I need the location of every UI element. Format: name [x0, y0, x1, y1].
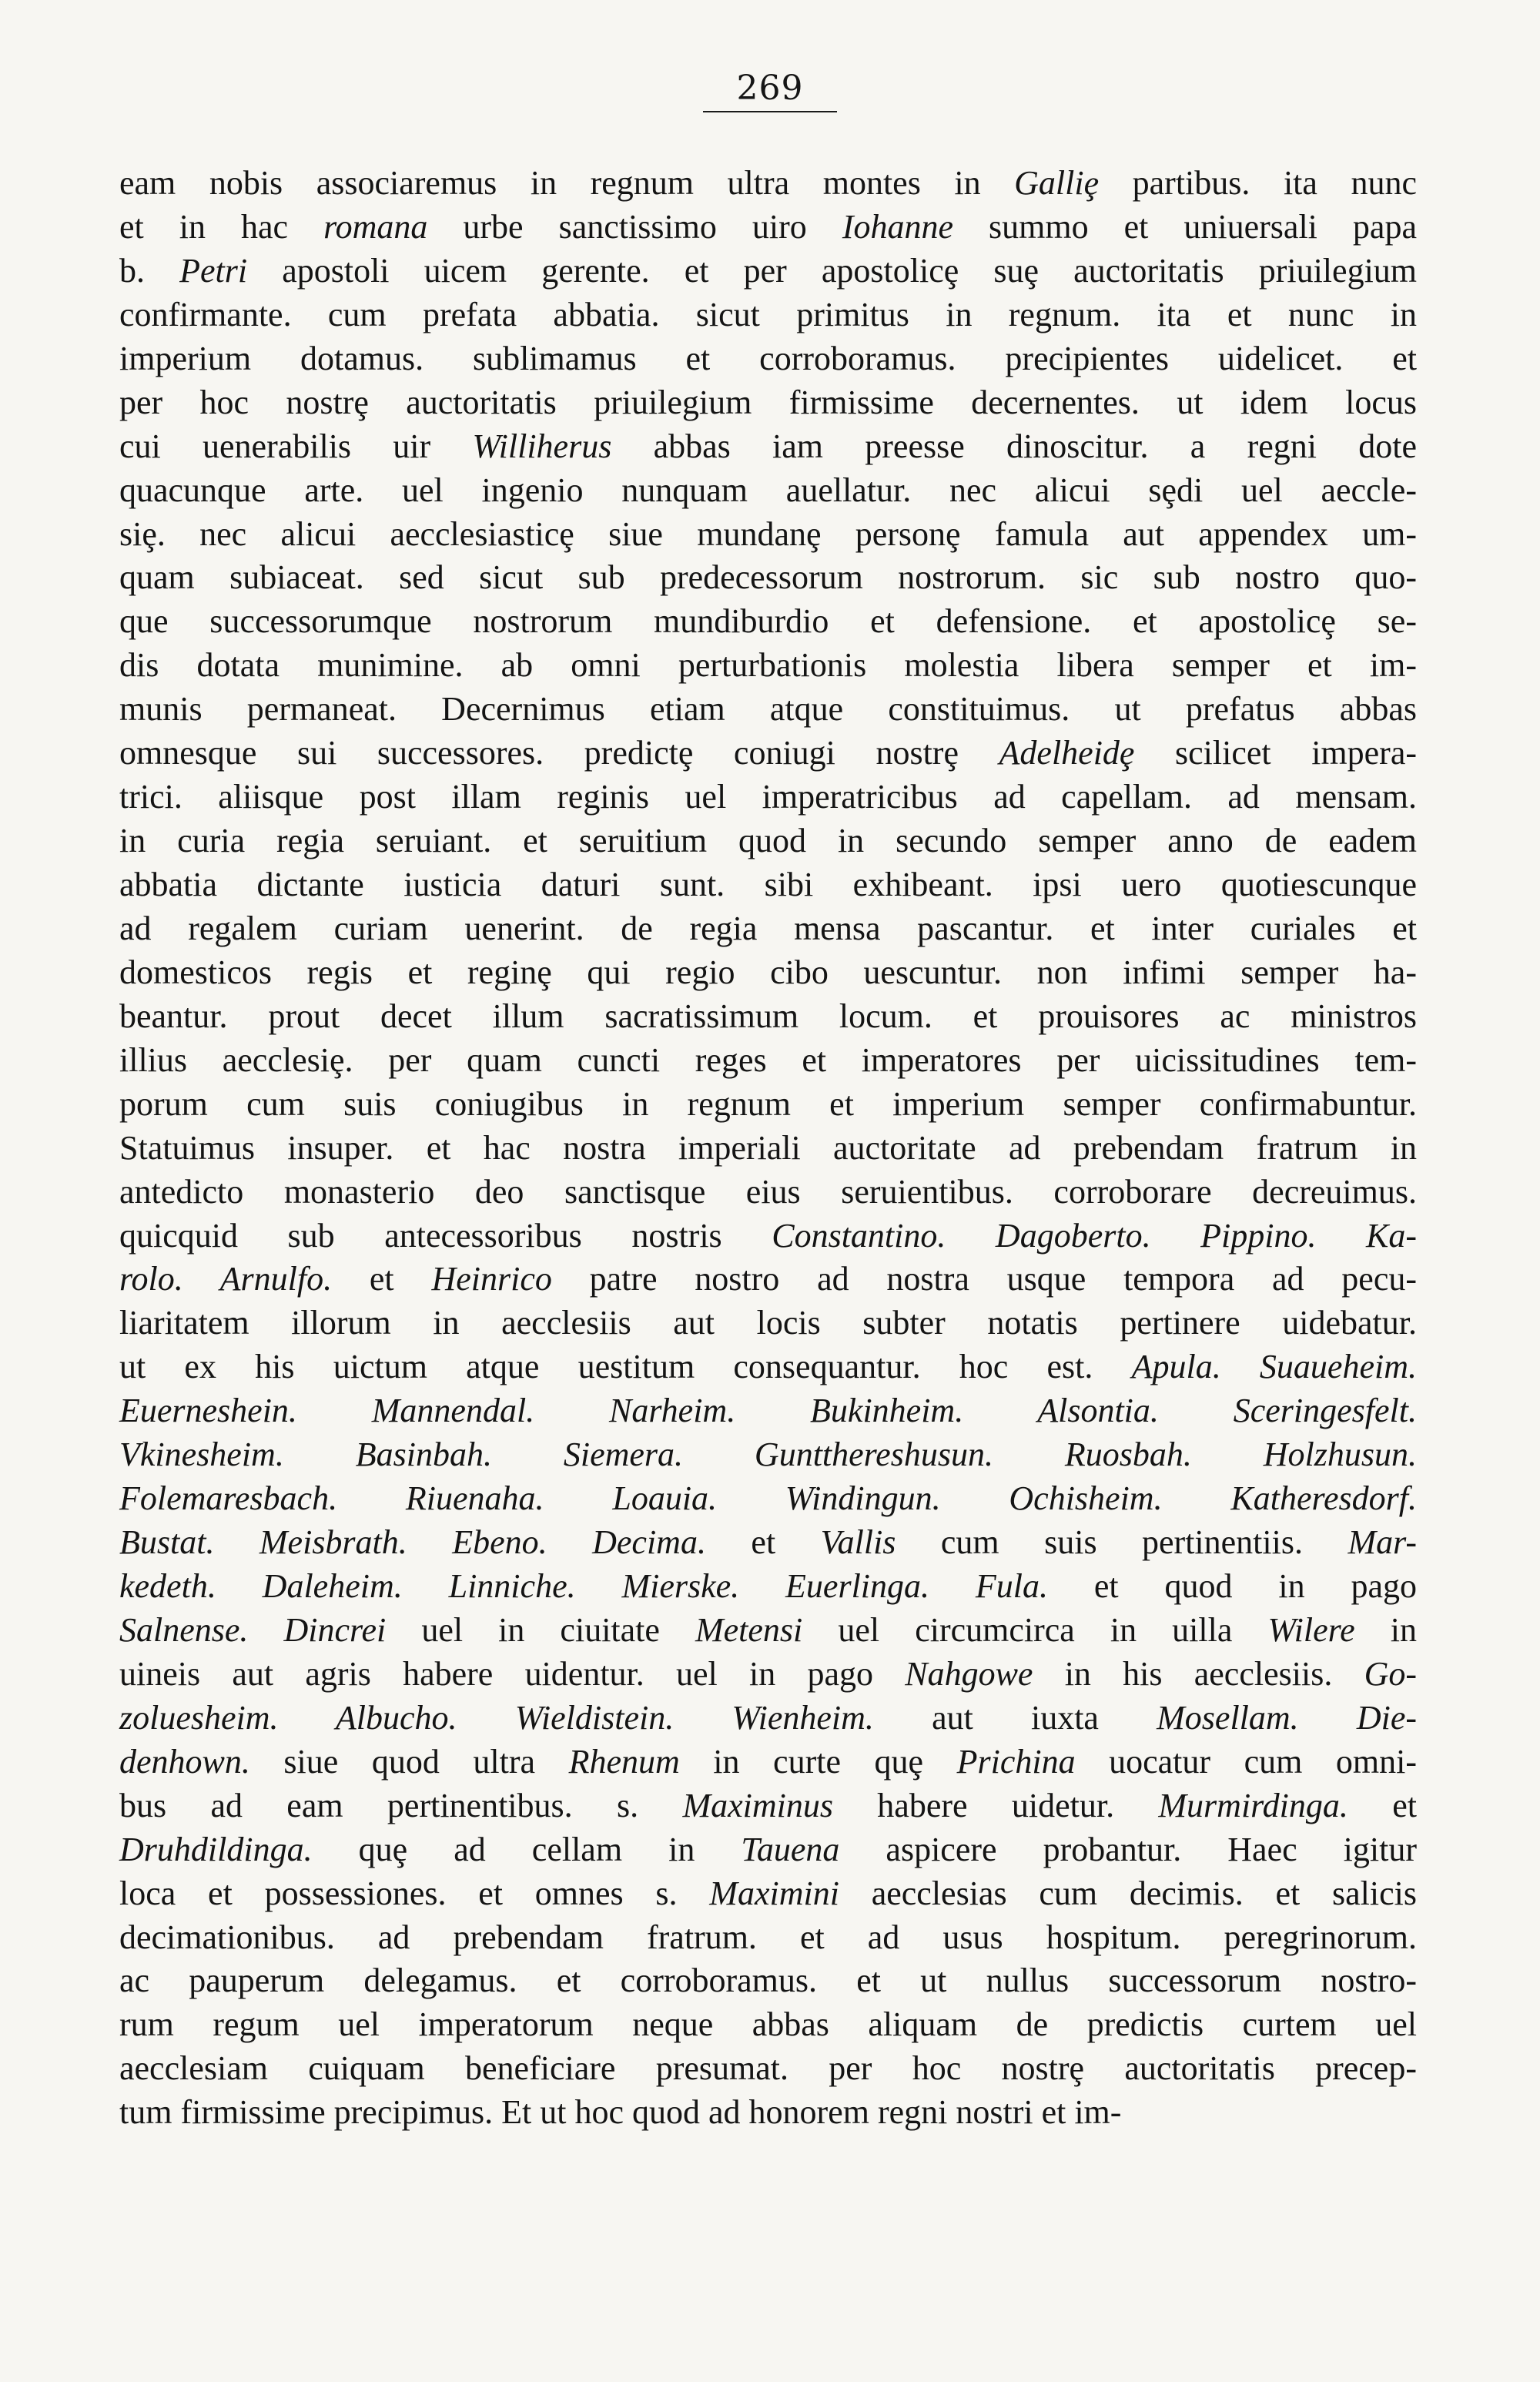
text-line: omnesque sui successores. predictȩ coniugi nostrȩ Adelheidȩ scilicet impera-: [119, 734, 1417, 772]
text-line: trici. aliisque post illam reginis uel imperatricibus ad capellam. ad mensam.: [119, 778, 1417, 816]
text-line: zoluesheim. Albucho. Wieldistein. Wienheim. aut iuxta Mosellam. Die-: [119, 1698, 1418, 1737]
text-line: et in hac romana urbe sanctissimo uiro Iohanne summo et uniuersali papa: [119, 207, 1417, 246]
text-line: quacunque arte. uel ingenio nunquam auellatur. nec alicui sȩdi uel aeccle-: [119, 471, 1417, 509]
page-header: [0, 71, 1540, 112]
text-line: per hoc nostrȩ auctoritatis priuilegium firmissime decernentes. ut idem locus: [119, 383, 1417, 421]
text-line: imperium dotamus. sublimamus et corroboramus. precipientes uidelicet. et: [119, 339, 1417, 377]
text-line: Bustat. Meisbrath. Ebeno. Decima. et Vallis cum suis pertinentiis. Mar-: [119, 1523, 1417, 1562]
text-line: illius aecclesiȩ. per quam cuncti reges et imperatores per uicissitudines tem-: [119, 1040, 1417, 1079]
text-line: rolo. Arnulfo. et Heinrico patre nostro ad nostra usque tempora ad pecu-: [119, 1260, 1418, 1298]
text-line: tum firmissime precipimus. Et ut hoc quod ad honorem regni nostri et im-: [119, 2093, 1122, 2132]
text-line: Folemaresbach. Riuenaha. Loauia. Windingun. Ochisheim. Katheresdorf.: [119, 1479, 1417, 1518]
text-line: abbatia dictante iusticia daturi sunt. sibi exhibeant. ipsi uero quotiescunque: [119, 866, 1417, 903]
text-line: que successorumque nostrorum mundiburdio et defensione. et apostolicȩ se-: [119, 602, 1417, 641]
text-line: confirmante. cum prefata abbatia. sicut primitus in regnum. ita et nunc in: [119, 295, 1417, 333]
text-line: Euerneshein. Mannendal. Narheim. Bukinheim. Alsontia. Sceringesfelt.: [119, 1392, 1417, 1430]
text-line: beantur. prout decet illum sacratissimum locum. et prouisores ac ministros: [119, 997, 1417, 1035]
text-line: porum cum suis coniugibus in regnum et imperium semper confirmabuntur.: [119, 1084, 1417, 1123]
text-line: cui uenerabilis uir Williherus abbas iam preesse dinoscitur. a regni dote: [119, 427, 1418, 465]
text-line: ac pauperum delegamus. et corroboramus. et ut nullus successorum nostro-: [119, 1962, 1417, 2000]
text-line: in curia regia seruiant. et seruitium quod in secundo semper anno de eadem: [119, 822, 1417, 860]
text-line: dis dotata munimine. ab omni perturbationis molestia libera semper et im-: [119, 646, 1417, 685]
text-line: quicquid sub antecessoribus nostris Constantino. Dagoberto. Pippino. Ka-: [119, 1216, 1417, 1255]
text-line: bus ad eam pertinentibus. s. Maximinus habere uidetur. Murmirdinga. et: [119, 1786, 1417, 1824]
text-line: siȩ. nec alicui aecclesiasticȩ siue mundanȩ personȩ famula aut appendex um-: [119, 514, 1417, 553]
text-line: aecclesiam cuiquam beneficiare presumat. per hoc nostrȩ auctoritatis precep-: [119, 2049, 1417, 2088]
text-line: kedeth. Daleheim. Linniche. Mierske. Euerlinga. Fula. et quod in pago: [119, 1567, 1417, 1605]
text-line: antedicto monasterio deo sanctisque eius seruientibus. corroborare decreuimus.: [119, 1172, 1417, 1211]
text-line: Vkinesheim. Basinbah. Siemera. Guntthereshusun. Ruosbah. Holzhusun.: [119, 1436, 1417, 1474]
text-line: quam subiaceat. sed sicut sub predecessorum nostrorum. sic sub nostro quo-: [119, 558, 1417, 597]
text-line: loca et possessiones. et omnes s. Maximini aecclesias cum decimis. et salicis: [119, 1874, 1417, 1912]
text-line: ut ex his uictum atque uestitum consequantur. hoc est. Apula. Suaueheim.: [119, 1348, 1417, 1386]
text-line: decimationibus. ad prebendam fratrum. et ad usus hospitum. peregrinorum.: [119, 1918, 1417, 1956]
text-line: liaritatem illorum in aecclesiis aut locis subter notatis pertinere uidebatur.: [119, 1304, 1417, 1342]
text-line: domesticos regis et reginȩ qui regio cibo uescuntur. non infimi semper ha-: [119, 953, 1417, 991]
text-line: uineis aut agris habere uidentur. uel in pago Nahgowe in his aecclesiis. Go-: [119, 1654, 1417, 1693]
text-line: b. Petri apostoli uicem gerente. et per apostolicȩ suȩ auctoritatis priuilegium: [119, 251, 1418, 290]
text-line: Statuimus insuper. et hac nostra imperiali auctoritate ad prebendam fratrum in: [119, 1128, 1417, 1167]
text-line: munis permaneat. Decernimus etiam atque constituimus. ut prefatus abbas: [119, 690, 1417, 729]
page-number: 269: [703, 71, 838, 112]
text-line: rum regum uel imperatorum neque abbas aliquam de predictis curtem uel: [119, 2005, 1417, 2044]
text-line: denhown. siue quod ultra Rhenum in curte quȩ Prichina uocatur cum omni-: [119, 1742, 1417, 1781]
text-line: ad regalem curiam uenerint. de regia mensa pascantur. et inter curiales et: [119, 909, 1417, 947]
text-line: Salnense. Dincrei uel in ciuitate Metensi uel circumcirca in uilla Wilere in: [119, 1610, 1417, 1649]
text-line: eam nobis associaremus in regnum ultra montes in Galliȩ partibus. ita nunc: [119, 164, 1417, 202]
body-text: [119, 162, 1417, 2135]
text-line: Druhdildinga. quȩ ad cellam in Tauena aspicere probantur. Haec igitur: [119, 1830, 1418, 1868]
